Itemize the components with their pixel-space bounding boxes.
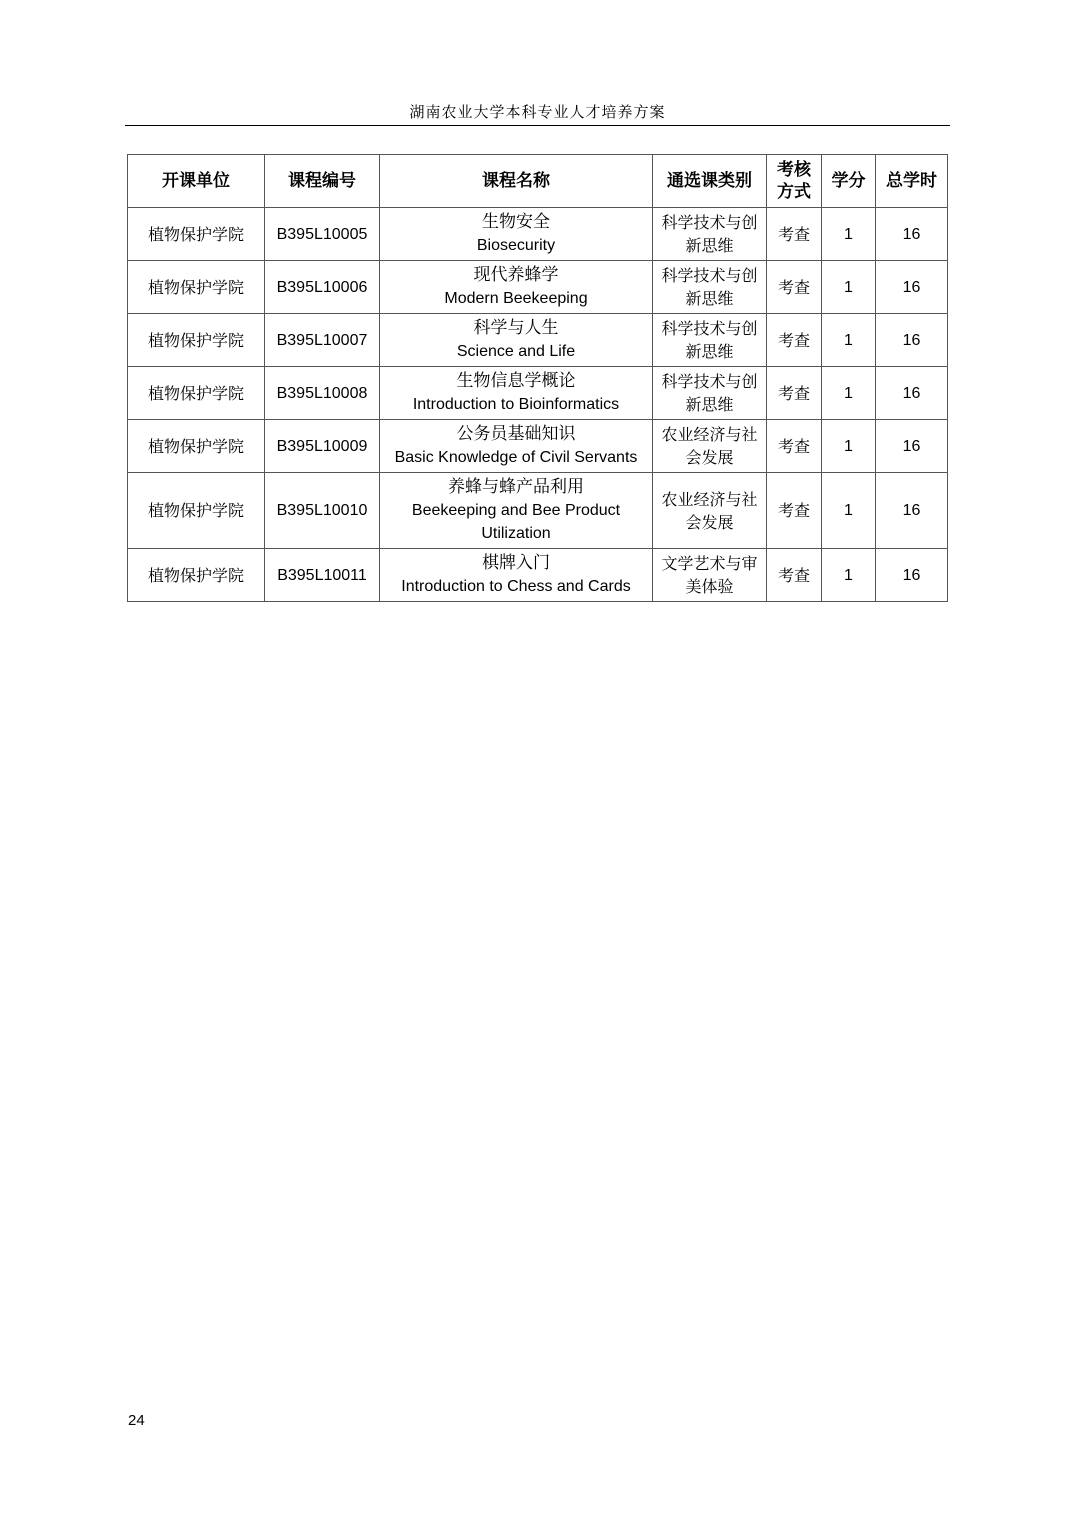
unit-cell: 植物保护学院	[128, 367, 265, 420]
table-row	[128, 208, 948, 261]
hours-cell: 16	[876, 367, 948, 420]
column-header-code: 课程编号	[265, 155, 380, 208]
assessment-cell: 考查	[767, 367, 822, 420]
course-name-cn: 生物信息学概论	[456, 371, 576, 391]
credit-cell: 1	[822, 473, 876, 549]
hours-cell: 16	[876, 420, 948, 473]
course-name-cell	[380, 261, 653, 314]
table-row	[128, 549, 948, 602]
assessment-cell: 考查	[767, 314, 822, 367]
course-name-en: Introduction to Bioinformatics	[412, 396, 620, 413]
hours-cell: 16	[876, 261, 948, 314]
category-cell: 农业经济与社会发展	[653, 473, 767, 549]
course-name-cn: 棋牌入门	[482, 553, 550, 573]
course-name-cell	[380, 208, 653, 261]
course-code-cell: B395L10006	[265, 261, 380, 314]
course-name-cell	[380, 549, 653, 602]
credit-cell: 1	[822, 367, 876, 420]
category-cell: 农业经济与社会发展	[653, 420, 767, 473]
column-header-unit: 开课单位	[128, 155, 265, 208]
course-code-cell: B395L10008	[265, 367, 380, 420]
course-code-cell: B395L10007	[265, 314, 380, 367]
credit-cell: 1	[822, 314, 876, 367]
course-code-cell: B395L10009	[265, 420, 380, 473]
table-header-row	[128, 155, 948, 208]
assessment-cell: 考查	[767, 549, 822, 602]
credit-cell: 1	[822, 208, 876, 261]
category-cell: 科学技术与创新思维	[653, 314, 767, 367]
hours-cell: 16	[876, 208, 948, 261]
course-table	[127, 154, 948, 602]
category-cell: 科学技术与创新思维	[653, 261, 767, 314]
unit-cell: 植物保护学院	[128, 208, 265, 261]
course-name-cn: 科学与人生	[473, 318, 559, 338]
credit-cell: 1	[822, 549, 876, 602]
course-name-en: Science and Life	[456, 343, 576, 360]
hours-cell: 16	[876, 473, 948, 549]
assessment-cell: 考查	[767, 208, 822, 261]
assessment-cell: 考查	[767, 261, 822, 314]
column-header-name: 课程名称	[380, 155, 653, 208]
credit-cell: 1	[822, 261, 876, 314]
course-name-cell	[380, 473, 653, 549]
table-row	[128, 420, 948, 473]
unit-cell: 植物保护学院	[128, 473, 265, 549]
course-name-cn: 公务员基础知识	[456, 424, 576, 444]
course-name-en: Biosecurity	[476, 237, 556, 254]
hours-cell: 16	[876, 549, 948, 602]
unit-cell: 植物保护学院	[128, 314, 265, 367]
table-row	[128, 314, 948, 367]
column-header-category: 通选课类别	[653, 155, 767, 208]
table-row	[128, 473, 948, 549]
course-code-cell: B395L10011	[265, 549, 380, 602]
course-name-en: Modern Beekeeping	[444, 290, 588, 307]
category-cell: 科学技术与创新思维	[653, 367, 767, 420]
assessment-cell: 考查	[767, 420, 822, 473]
column-header-credit: 学分	[822, 155, 876, 208]
unit-cell: 植物保护学院	[128, 261, 265, 314]
unit-cell: 植物保护学院	[128, 420, 265, 473]
course-name-en: Basic Knowledge of Civil Servants	[394, 449, 638, 466]
credit-cell: 1	[822, 420, 876, 473]
table-row	[128, 261, 948, 314]
page-number: 24	[128, 1412, 145, 1429]
course-name-cn: 生物安全	[482, 212, 550, 232]
category-cell: 科学技术与创新思维	[653, 208, 767, 261]
column-header-assessment: 考核方式	[767, 155, 822, 208]
course-name-en: Beekeeping and Bee Product Utilization	[411, 502, 621, 542]
assessment-cell: 考查	[767, 473, 822, 549]
course-name-cn: 现代养蜂学	[473, 265, 559, 285]
course-code-cell: B395L10010	[265, 473, 380, 549]
course-name-cell	[380, 367, 653, 420]
course-name-en: Introduction to Chess and Cards	[401, 578, 631, 595]
table-row	[128, 367, 948, 420]
course-code-cell: B395L10005	[265, 208, 380, 261]
course-name-cell	[380, 314, 653, 367]
course-name-cn: 养蜂与蜂产品利用	[448, 477, 584, 497]
column-header-hours: 总学时	[876, 155, 948, 208]
unit-cell: 植物保护学院	[128, 549, 265, 602]
category-cell: 文学艺术与审美体验	[653, 549, 767, 602]
hours-cell: 16	[876, 314, 948, 367]
course-name-cell	[380, 420, 653, 473]
page-header: 湖南农业大学本科专业人才培养方案	[125, 100, 950, 126]
